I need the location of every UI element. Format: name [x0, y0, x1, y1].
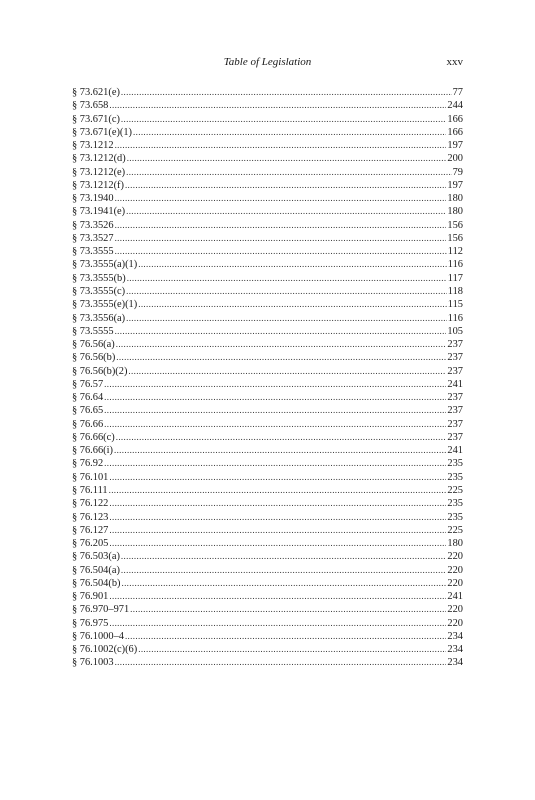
legislation-entry [72, 418, 463, 431]
legislation-entry [72, 391, 463, 404]
entry-section: § 73.3555(e)(1) [72, 299, 138, 311]
entry-section: § 76.503(a) [72, 551, 120, 563]
entry-section: § 76.1003 [72, 657, 114, 669]
dot-leader [109, 511, 446, 524]
dot-leader [116, 338, 447, 351]
legislation-entry [72, 192, 463, 205]
entry-page-number: 220 [447, 577, 463, 589]
entry-page-number: 166 [447, 126, 463, 138]
dot-leader [116, 431, 447, 444]
entry-section: § 73.621(e) [72, 87, 120, 98]
entry-section: § 76.111 [72, 484, 108, 496]
entry-section: § 76.66(c) [72, 431, 115, 443]
table-of-legislation-list [72, 86, 463, 670]
entry-section: § 76.101 [72, 471, 109, 483]
entry-page-number: 237 [447, 418, 463, 430]
legislation-entry [72, 365, 463, 378]
entry-page-number: 116 [447, 259, 463, 271]
legislation-entry [72, 272, 463, 285]
legislation-entry [72, 444, 463, 457]
dot-leader [104, 404, 446, 417]
entry-section: § 76.65 [72, 405, 104, 417]
legislation-entry [72, 457, 463, 470]
entry-section: § 76.66 [72, 418, 104, 430]
entry-section: § 76.56(a) [72, 339, 115, 351]
dot-leader [126, 285, 447, 298]
entry-page-number: 237 [447, 405, 463, 417]
dot-leader [115, 325, 447, 338]
dot-leader [130, 603, 446, 616]
legislation-entry [72, 312, 463, 325]
entry-page-number: 235 [447, 458, 463, 470]
legislation-entry [72, 245, 463, 258]
dot-leader [109, 590, 446, 603]
entry-section: § 73.1212 [72, 140, 114, 152]
dot-leader [121, 564, 447, 577]
legislation-entry [72, 511, 463, 524]
entry-page-number: 116 [447, 312, 463, 324]
entry-page-number: 197 [447, 140, 463, 152]
running-title: Table of Legislation [223, 56, 312, 68]
entry-page-number: 237 [447, 365, 463, 377]
entry-page-number: 220 [447, 564, 463, 576]
entry-page-number: 112 [447, 246, 463, 258]
entry-page-number: 241 [447, 591, 463, 603]
entry-section: § 73.671(c) [72, 113, 120, 125]
entry-section: § 76.970–971 [72, 604, 130, 616]
dot-leader [115, 192, 447, 205]
legislation-entry [72, 431, 463, 444]
entry-section: § 76.92 [72, 458, 104, 470]
entry-page-number: 220 [447, 617, 463, 629]
legislation-entry [72, 232, 463, 245]
legislation-entry [72, 524, 463, 537]
legislation-entry [72, 166, 463, 179]
entry-section: § 76.56(b)(2) [72, 365, 128, 377]
entry-section: § 76.127 [72, 524, 109, 536]
dot-leader [138, 298, 447, 311]
legislation-entry [72, 99, 463, 112]
entry-section: § 73.3555(b) [72, 272, 126, 284]
entry-section: § 76.504(a) [72, 564, 120, 576]
legislation-entry [72, 656, 463, 669]
entry-section: § 76.975 [72, 617, 109, 629]
legislation-entry [72, 577, 463, 590]
entry-section: § 76.57 [72, 378, 104, 390]
entry-page-number: 156 [447, 232, 463, 244]
dot-leader [138, 643, 446, 656]
entry-page-number: 180 [447, 193, 463, 205]
entry-page-number: 79 [452, 166, 463, 178]
dot-leader [109, 471, 446, 484]
entry-section: § 76.56(b) [72, 352, 116, 364]
entry-page-number: 241 [447, 378, 463, 390]
dot-leader [125, 630, 446, 643]
dot-leader [109, 524, 446, 537]
dot-leader [109, 484, 447, 497]
dot-leader [128, 365, 446, 378]
entry-section: § 73.1941(e) [72, 206, 126, 218]
entry-page-number: 225 [447, 484, 463, 496]
entry-page-number: 244 [447, 100, 463, 112]
legislation-entry [72, 643, 463, 656]
entry-page-number: 237 [447, 392, 463, 404]
dot-leader [109, 537, 446, 550]
dot-leader [126, 312, 447, 325]
dot-leader [121, 113, 447, 126]
entry-section: § 73.3527 [72, 232, 114, 244]
dot-leader [127, 272, 447, 285]
legislation-entry [72, 617, 463, 630]
entry-section: § 73.658 [72, 100, 109, 112]
dot-leader [104, 378, 446, 391]
entry-page-number: 235 [447, 498, 463, 510]
entry-section: § 73.671(e)(1) [72, 126, 133, 138]
entry-section: § 73.1212(e) [72, 166, 126, 178]
entry-page-number: 197 [447, 179, 463, 191]
entry-section: § 73.1212(d) [72, 153, 126, 165]
entry-section: § 76.66(i) [72, 445, 113, 457]
legislation-entry [72, 378, 463, 391]
entry-page-number: 180 [447, 206, 463, 218]
entry-section: § 76.64 [72, 392, 104, 404]
entry-page-number: 180 [447, 538, 463, 550]
legislation-entry [72, 471, 463, 484]
legislation-entry [72, 497, 463, 510]
dot-leader [114, 444, 446, 457]
entry-section: § 73.3555 [72, 246, 114, 258]
dot-leader [115, 139, 447, 152]
entry-section: § 76.901 [72, 591, 109, 603]
entry-section: § 76.1000–4 [72, 630, 124, 642]
entry-section: § 76.123 [72, 511, 109, 523]
entry-page-number: 200 [447, 153, 463, 165]
dot-leader [126, 166, 452, 179]
legislation-entry [72, 179, 463, 192]
entry-page-number: 77 [452, 87, 463, 98]
legislation-entry [72, 564, 463, 577]
entry-page-number: 117 [447, 272, 463, 284]
entry-page-number: 220 [447, 604, 463, 616]
legislation-entry [72, 113, 463, 126]
dot-leader [109, 497, 446, 510]
entry-page-number: 234 [447, 630, 463, 642]
legislation-entry [72, 351, 463, 364]
entry-section: § 73.3555(a)(1) [72, 259, 138, 271]
entry-page-number: 234 [447, 644, 463, 656]
dot-leader [121, 86, 452, 99]
entry-page-number: 237 [447, 339, 463, 351]
dot-leader [116, 351, 446, 364]
entry-section: § 73.3526 [72, 219, 114, 231]
page-number: xxv [446, 56, 463, 68]
entry-section: § 76.205 [72, 538, 109, 550]
entry-page-number: 156 [447, 219, 463, 231]
dot-leader [121, 550, 447, 563]
legislation-entry [72, 126, 463, 139]
dot-leader [104, 391, 446, 404]
dot-leader [115, 219, 447, 232]
entry-section: § 76.122 [72, 498, 109, 510]
entry-page-number: 235 [447, 471, 463, 483]
legislation-entry [72, 219, 463, 232]
legislation-entry [72, 590, 463, 603]
dot-leader [115, 232, 447, 245]
legislation-entry [72, 205, 463, 218]
entry-section: § 73.3555(c) [72, 285, 126, 297]
entry-page-number: 237 [447, 431, 463, 443]
entry-page-number: 166 [447, 113, 463, 125]
legislation-entry [72, 298, 463, 311]
legislation-entry [72, 285, 463, 298]
legislation-entry [72, 86, 463, 99]
legislation-entry [72, 630, 463, 643]
dot-leader [109, 99, 446, 112]
entry-section: § 73.1940 [72, 193, 114, 205]
legislation-entry [72, 338, 463, 351]
legislation-entry [72, 258, 463, 271]
dot-leader [109, 617, 446, 630]
dot-leader [115, 656, 447, 669]
dot-leader [121, 577, 446, 590]
legislation-entry [72, 537, 463, 550]
dot-leader [138, 258, 447, 271]
entry-page-number: 237 [447, 352, 463, 364]
dot-leader [126, 205, 446, 218]
entry-section: § 76.1002(c)(6) [72, 644, 138, 656]
entry-page-number: 235 [447, 511, 463, 523]
legislation-entry [72, 603, 463, 616]
legislation-entry [72, 325, 463, 338]
entry-section: § 76.504(b) [72, 577, 121, 589]
legislation-entry [72, 152, 463, 165]
dot-leader [127, 152, 447, 165]
legislation-entry [72, 484, 463, 497]
dot-leader [125, 179, 446, 192]
entry-section: § 73.3556(a) [72, 312, 126, 324]
dot-leader [104, 418, 446, 431]
entry-page-number: 105 [447, 325, 463, 337]
entry-page-number: 220 [447, 551, 463, 563]
dot-leader [133, 126, 446, 139]
legislation-entry [72, 139, 463, 152]
entry-page-number: 225 [447, 524, 463, 536]
entry-section: § 73.1212(f) [72, 179, 124, 191]
legislation-entry [72, 550, 463, 563]
entry-page-number: 118 [447, 285, 463, 297]
legislation-entry [72, 404, 463, 417]
entry-page-number: 234 [447, 657, 463, 669]
entry-section: § 73.5555 [72, 325, 114, 337]
dot-leader [104, 457, 446, 470]
dot-leader [115, 245, 447, 258]
entry-page-number: 115 [447, 299, 463, 311]
entry-page-number: 241 [447, 445, 463, 457]
